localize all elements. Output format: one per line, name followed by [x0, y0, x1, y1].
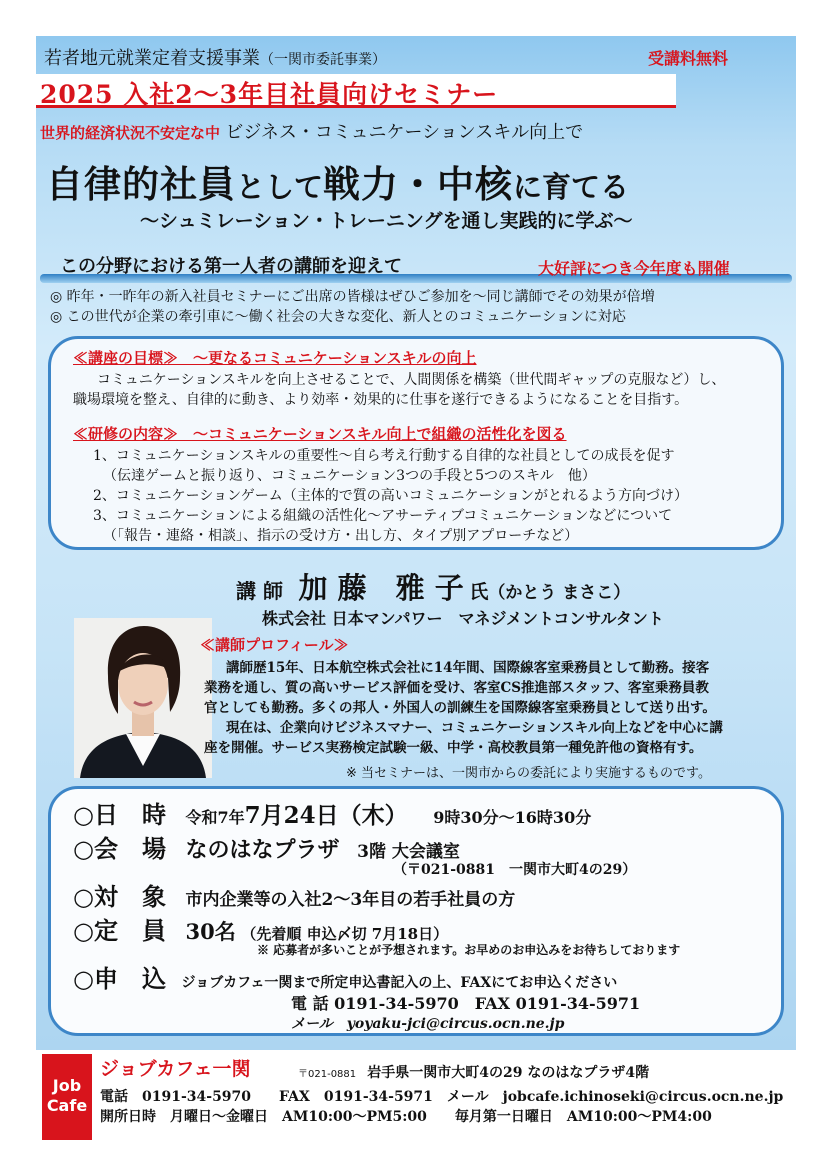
apply-row: ○申 込 ジョブカフェ一関まで所定申込書記入の上、FAXにてお申込ください [73, 965, 618, 993]
header-project: 若者地元就業定着支援事業（一関市委託事業） [44, 48, 386, 69]
details-panel [48, 786, 784, 1036]
seminar-title: 2025 入社2～3年目社員向けセミナー [40, 80, 499, 109]
goal-line-1: コミュニケーションスキルを向上させることで、人間関係を構築（世代間ギャップの克服など）し、 [97, 372, 726, 388]
profile-line-4: 現在は、企業向けビジネスマナー、コミュニケーションスキル向上などを中心に講 [226, 720, 723, 736]
lecturer-heading: 講 師 加 藤 雅 子 氏（かとう まさこ） [236, 571, 631, 605]
contact-phone: 電 話 0191-34-5970 FAX 0191-34-5971 [291, 994, 641, 1013]
profile-line-3: 官としても勤務。多くの邦人・外国人の訓練生を国際線客室乗務員として送り出す。 [204, 700, 716, 716]
capacity-warning: ※ 応募者が多いことが予想されます。お早めのお申込みをお待ちしております [257, 943, 681, 957]
popular-note: 大好評につき今年度も開催 [538, 259, 730, 278]
contact-mail: メール yoyaku-jci@circus.ocn.ne.jp [291, 1016, 565, 1032]
capacity-row: ○定 員 30名 （先着順 申込〆切 7月18日） [73, 917, 449, 945]
goal-line-2: 職場環境を整え、自律的に動き、より効率・効果的に仕事を遂行できるようになることを目指す。 [73, 392, 689, 408]
footer-hours: 開所日時 月曜日～金曜日 AM10:00～PM5:00 毎月第一日曜日 AM10:00～PM4:00 [100, 1109, 712, 1125]
content-line-3: 2、コミュニケーションゲーム（主体的で質の高いコミュニケーションがとれるよう方向づけ） [93, 488, 688, 504]
footer-address-row: 〒021-0881 岩手県一関市大町4の29 なのはなプラザ4階 [298, 1065, 650, 1081]
lecturer-company: 株式会社 日本マンパワー マネジメントコンサルタント [262, 609, 664, 628]
target-row: ○対 象 市内企業等の入社2～3年目の若手社員の方 [73, 883, 516, 911]
profile-line-5: 座を開催。サービス実務検定試験一級、中学・高校教員第一種免許他の資格有す。 [204, 740, 703, 756]
portrait-image [74, 618, 212, 778]
free-badge: 受講料無料 [648, 49, 729, 68]
venue-row: ○会 場 なのはなプラザ 3階 大会議室 [73, 835, 460, 863]
lecturer-photo [74, 618, 212, 778]
venue-address: （〒021-0881 一関市大町4の29） [393, 862, 637, 878]
flyer [36, 36, 796, 1146]
content-line-4: 3、コミュニケーションによる組織の活性化～アサーティブコミュニケーションなどについて [93, 508, 673, 524]
commission-note: ※ 当セミナーは、一関市からの委託により実施するものです。 [346, 766, 711, 781]
course-panel [48, 336, 784, 550]
main-headline: 自律的社員として戦力・中核に育てる [46, 163, 630, 206]
date-row: ○日 時 令和7年7月24日（木） 9時30分～16時30分 [73, 801, 592, 829]
content-line-5: （「報告・連絡・相談」、指示の受け方・出し方、タイプ別アプローチなど） [103, 528, 579, 544]
profile-line-2: 業務を通し、質の高いサービス評価を受け、客室CS推進部スタッフ、客室乗務員教 [204, 680, 709, 696]
goal-heading: ≪講座の目標≫ ～更なるコミュニケーションスキルの向上 [73, 349, 477, 367]
footer-org: ジョブカフェ一関 [100, 1058, 251, 1080]
intro-lead: この分野における第一人者の講師を迎えて [60, 256, 402, 277]
footer-contact: 電話 0191-34-5970 FAX 0191-34-5971 メール jobcafe.ichinoseki@circus.ocn.ne.jp [100, 1089, 784, 1105]
intro-bullet-2: ◎ この世代が企業の牽引車に～働く社会の大きな変化、新人とのコミュニケーションに対応 [50, 309, 626, 325]
intro-bullet-1: ◎ 昨年・一昨年の新入社員セミナーにご出席の皆様はぜひご参加を～同じ講師でその効果が倍増 [50, 289, 655, 305]
profile-heading: ≪講師プロフィール≫ [200, 636, 349, 654]
content-heading: ≪研修の内容≫ ～コミュニケーションスキル向上で組織の活性化を図る [73, 425, 567, 443]
content-line-1: 1、コミュニケーションスキルの重要性～自ら考え行動する自律的な社員としての成長を促す [93, 448, 675, 464]
title-box [36, 74, 676, 108]
job-cafe-logo: Job Cafe [42, 1054, 92, 1140]
profile-line-1: 講師歴15年、日本航空株式会社に14年間、国際線客室乗務員として勤務。接客 [226, 660, 710, 676]
content-line-2: （伝達ゲームと振り返り、コミュニケーション3つの手段と5つのスキル 他） [103, 468, 596, 484]
context-line: 世界的経済状況不安定な中 ビジネス・コミュニケーションスキル向上で [40, 122, 584, 143]
subtitle: ～シュミレーション・トレーニングを通し実践的に学ぶ～ [140, 210, 633, 232]
